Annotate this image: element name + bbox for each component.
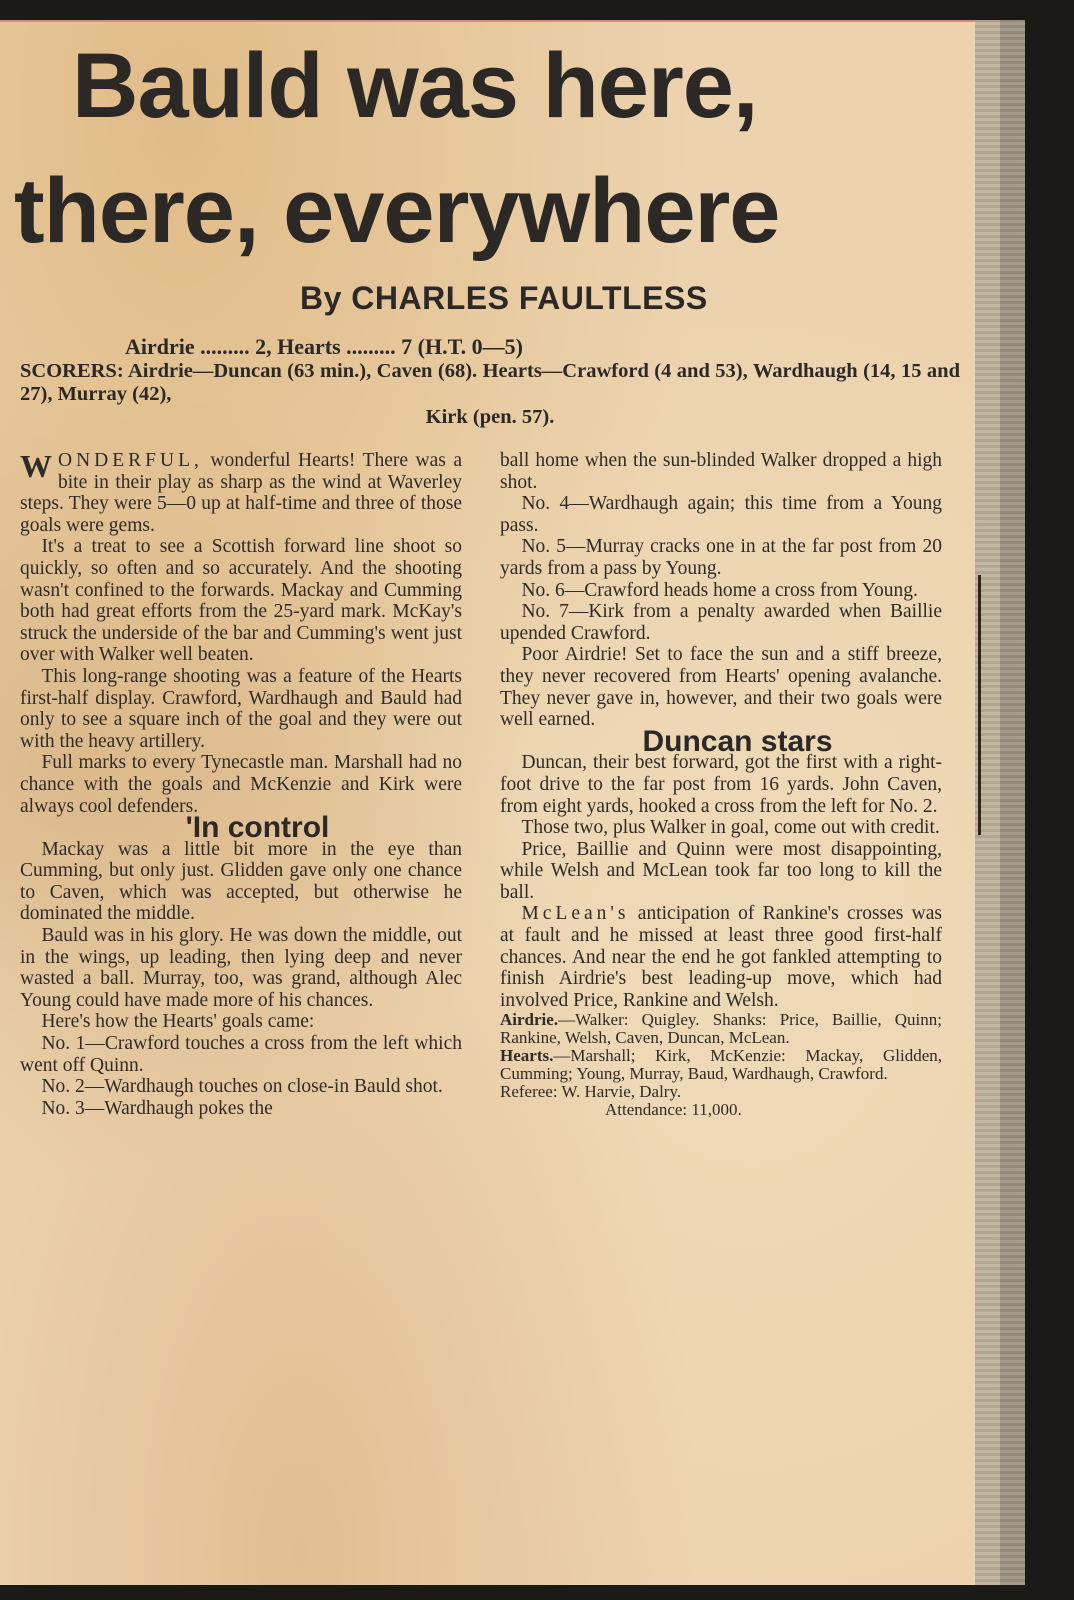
team-lineups [500, 1011, 942, 1083]
drop-cap: W [20, 448, 52, 484]
subheading-duncan-stars: Duncan stars [642, 724, 833, 758]
paragraph [20, 450, 462, 536]
byline: By CHARLES FAULTLESS [300, 280, 708, 316]
scorers-last: Kirk (pen. 57). [425, 406, 555, 428]
attendance: Attendance: 11,000. [605, 1100, 742, 1120]
paragraph: Those two, plus Walker in goal, come out with credit. [521, 817, 940, 839]
paragraph: Here's how the Hearts' goals came: [41, 1011, 315, 1033]
team-players: —Marshall; Kirk, McKenzie: Mackay, Glidden, Cumming; Young, Murray, Baud, Wardhaugh, Crawford. [500, 1046, 942, 1084]
paragraph [500, 903, 942, 1011]
paragraph: No. 4—Wardhaugh again; this time from a Young pass. [500, 493, 942, 536]
paragraph: Mackay was a little bit more in the eye than Cumming, but only just. Glidden gave only one chance to Caven, which was accepted, but otherwise he dominated the middle. [20, 838, 462, 925]
paragraph-text: wonderful Hearts! There was a bite in their play as sharp as the wind at Waverley steps. They were 5—0 up at half-time and three of those goals were gems. [20, 450, 462, 536]
adjacent-page-rule [978, 575, 981, 835]
paragraph-text: anticipation of Rankine's crosses was at fault and he missed at least three good first-half chances. And near the end he got fankled attempting to finish Airdrie's best leading-up move, which had involved Price, Rankine and Welsh. [500, 903, 942, 1011]
team-players: —Walker: Quigley. Shanks: Price, Baillie, Quinn; Rankine, Welsh, Caven, Duncan, McLean. [500, 1010, 942, 1048]
referee: Referee: W. Harvie, Dalry. [500, 1082, 682, 1102]
paragraph: ball home when the sun-blinded Walker dropped a high shot. [500, 450, 942, 493]
team-label: Airdrie. [500, 1010, 559, 1030]
match-officials [500, 1083, 942, 1119]
paragraph: No. 2—Wardhaugh touches on close-in Bauld shot. [41, 1076, 443, 1098]
paragraph: Bauld was in his glory. He was down the middle, out in the wings, up leading, then lying deep and never wasted a ball. Murray, too, was grand, although Alec Young could have made more of his chances. [20, 925, 462, 1011]
scorers [20, 360, 960, 429]
paragraph: It's a treat to see a Scottish forward line shoot so quickly, so often and so accurately. And the shooting wasn't confined to the forwards. Mackay and Cumming both had great efforts from the 25-yard mark. McKay's struck the underside of the bar and Cumming's went just over with Walker well beaten. [20, 536, 462, 666]
airdrie-lineup [500, 1011, 942, 1047]
article-column-left [20, 450, 462, 1119]
paragraph: Full marks to every Tynecastle man. Marshall had no chance with the goals and McKenzie and Kirk were always cool defenders. [20, 752, 462, 817]
paragraph: Price, Baillie and Quinn were most disappointing, while Welsh and McLean took far too long to kill the ball. [500, 838, 942, 903]
subheading-in-control: 'In control [185, 811, 330, 845]
scorers-text: SCORERS: Airdrie—Duncan (63 min.), Caven (68). Hearts—Crawford (4 and 53), Wardhaugh (14, 15 and 27), Murray (42), [20, 360, 960, 405]
headline-line-2: there, everywhere [14, 160, 780, 262]
hearts-lineup [500, 1047, 942, 1083]
paragraph: This long-range shooting was a feature of the Hearts first-half display. Crawford, Wardhaugh and Bauld had only to see a square inch of the goal and they were out with the heavy artillery. [20, 665, 462, 752]
paragraph: No. 6—Crawford heads home a cross from Young. [521, 579, 918, 601]
spaced-word: McLean's [521, 903, 630, 925]
paragraph: Duncan, their best forward, got the first with a right-foot drive to the far post from 16 yards. John Caven, from eight yards, hooked a cross from the left for No. 2. [500, 752, 942, 817]
spaced-word: ONDERFUL, [58, 450, 203, 471]
paragraph: No. 3—Wardhaugh pokes the [41, 1097, 273, 1119]
team-label: Hearts. [500, 1046, 554, 1066]
article-column-right [500, 450, 942, 1119]
paragraph: Poor Airdrie! Set to face the sun and a stiff breeze, they never recovered from Hearts' opening avalanche. They never gave in, however, and their two goals were well earned. [500, 644, 942, 731]
match-result: Airdrie ......... 2, Hearts ......... 7 (H.T. 0—5) [125, 334, 523, 359]
headline-line-1: Bauld was here, [72, 35, 758, 137]
paragraph: No. 7—Kirk from a penalty awarded when Baillie upended Crawford. [500, 601, 942, 644]
paragraph: No. 1—Crawford touches a cross from the left which went off Quinn. [20, 1033, 462, 1076]
adjacent-page-edge [975, 20, 1025, 1585]
paragraph: No. 5—Murray cracks one in at the far post from 20 yards from a pass by Young. [500, 536, 942, 579]
